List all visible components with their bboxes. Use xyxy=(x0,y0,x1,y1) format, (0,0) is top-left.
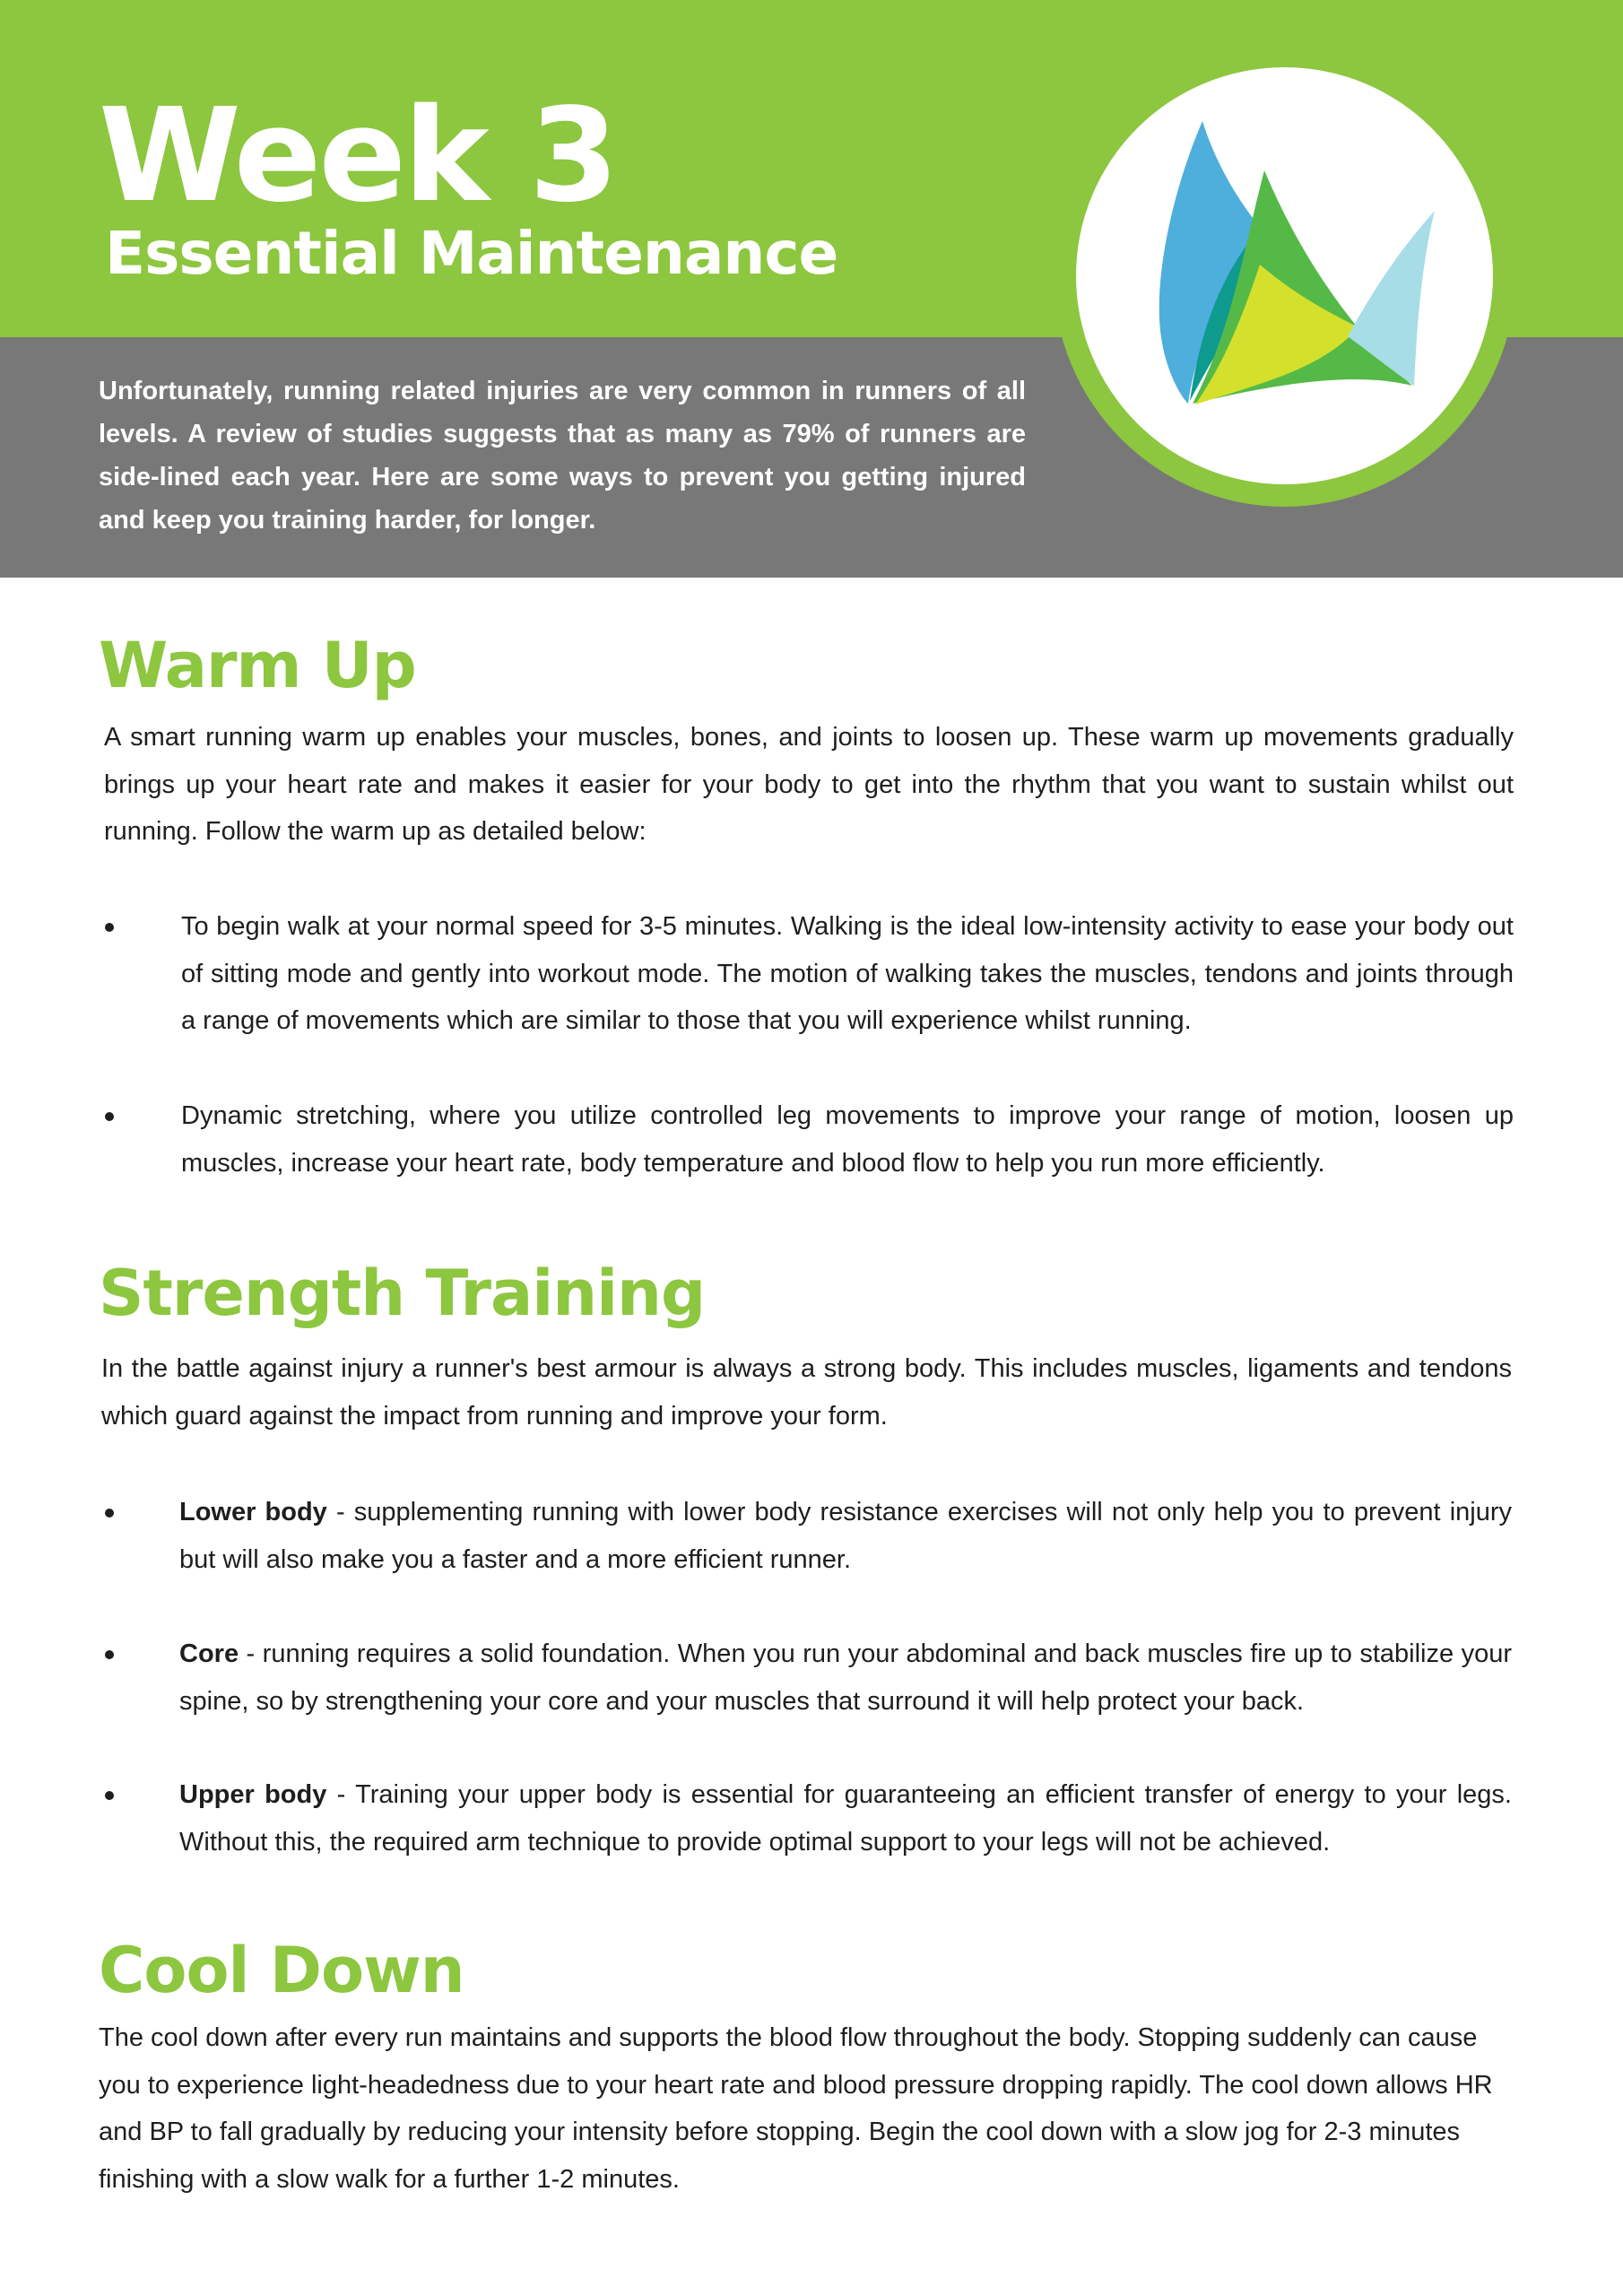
cool-down-heading: Cool Down xyxy=(99,1934,464,2007)
bullet-description: - supplementing running with lower body resistance exercises will not only help you to prevent injury but will also make you a faster and a more efficient runner. xyxy=(179,1498,1512,1574)
strength-bullet-lower-body xyxy=(179,1489,1512,1583)
intro-text: Unfortunately, running related injuries are very common in runners of all levels. A review of studies suggests that as many as 79% of runners are side-lined each year. Here are some ways to prevent you getting injured and keep you training harder, for longer. xyxy=(99,377,1026,535)
warm-up-bullet-walk: To begin walk at your normal speed for 3-5 minutes. Walking is the ideal low-intensity activity to ease your body out of sitting mode and gently into workout mode. The motion of walking takes the muscles, tendons and joints through a range of movements which are similar to those that you will experience whilst running. xyxy=(181,912,1514,1035)
bullet-marker xyxy=(105,1791,114,1800)
page-title: Week 3 xyxy=(99,80,617,230)
strength-heading: Strength Training xyxy=(99,1257,706,1330)
bullet-description: - Training your upper body is essential for guaranteeing an efficient transfer of energy to your legs. Without this, the required arm technique to provide optimal support to your legs will not be achieved. xyxy=(179,1780,1512,1857)
bullet-label: Core xyxy=(179,1639,239,1668)
strength-bullet-core xyxy=(179,1631,1512,1725)
bullet-label: Upper body xyxy=(179,1780,327,1809)
sail-logo-icon xyxy=(1125,112,1457,417)
bullet-description: - running requires a solid foundation. When you run your abdominal and back muscles fire up to stabilize your spine, so by strengthening your core and your muscles that surround it will help protect your back. xyxy=(179,1639,1512,1716)
bullet-label: Lower body xyxy=(179,1498,327,1526)
bullet-marker xyxy=(105,1509,114,1518)
cool-down-text: The cool down after every run maintains and supports the blood flow throughout the body. Stopping suddenly can cause you to experience light-headedness due to your heart rate and blood pressure dropping rapidly. The cool down allows HR and BP to fall gradually by reducing your intensity before stopping. Begin the cool down with a slow jog for 2-3 minutes finishing with a slow walk for a further 1-2 minutes. xyxy=(99,2023,1493,2194)
warm-up-intro: A smart running warm up enables your muscles, bones, and joints to loosen up. These warm up movements gradually brings up your heart rate and makes it easier for your body to get into the rhythm that you want to sustain whilst out running. Follow the warm up as detailed below: xyxy=(104,723,1514,846)
warm-up-heading: Warm Up xyxy=(99,629,416,702)
strength-bullet-upper-body xyxy=(179,1771,1512,1866)
bullet-marker xyxy=(105,923,114,932)
bullet-marker xyxy=(105,1112,114,1121)
warm-up-bullet-stretching: Dynamic stretching, where you utilize controlled leg movements to improve your range of motion, loosen up muscles, increase your heart rate, body temperature and blood flow to help you run more efficiently. xyxy=(181,1101,1514,1178)
page-subtitle: Essential Maintenance xyxy=(105,219,838,288)
bullet-marker xyxy=(105,1650,114,1659)
strength-intro: In the battle against injury a runner's best armour is always a strong body. This includes muscles, ligaments and tendons which guard against the impact from running and improve your form. xyxy=(101,1354,1512,1431)
